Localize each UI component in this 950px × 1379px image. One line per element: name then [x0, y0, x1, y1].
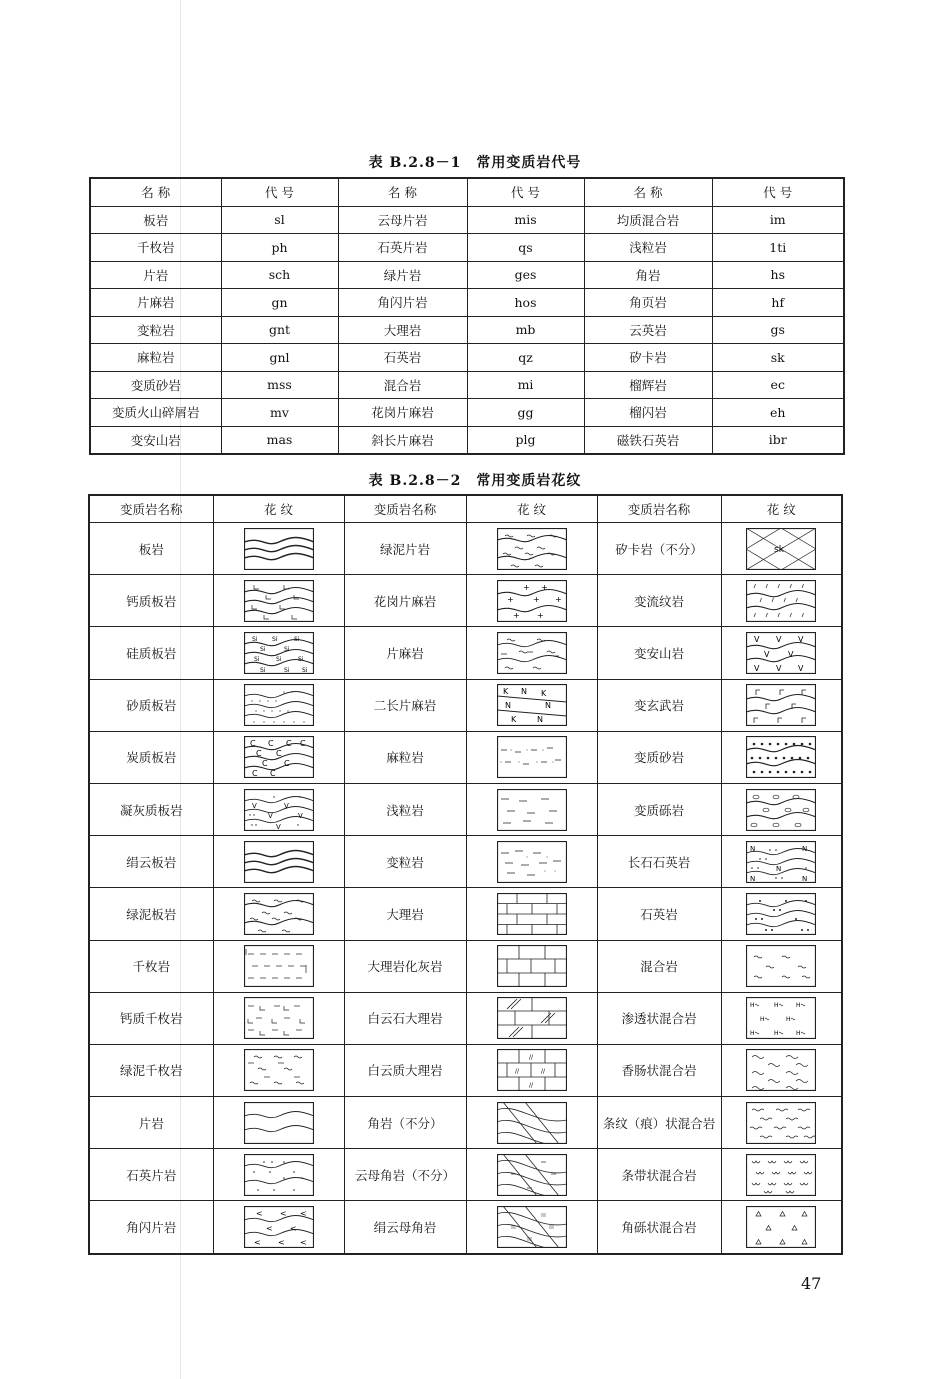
wavy-circles-pattern-icon: [746, 789, 816, 831]
svg-text:Si: Si: [271, 635, 277, 643]
rock-name-cell: 混合岩: [597, 940, 721, 992]
svg-text://: //: [540, 1068, 545, 1076]
table-row: [89, 783, 842, 835]
rock-code-cell: ph: [221, 234, 338, 262]
svg-text:C: C: [255, 749, 262, 759]
rock-name-cell: 变粒岩: [344, 836, 466, 888]
rock-pattern-cell: [213, 1044, 344, 1096]
wavy-Gamma-pattern-icon: [746, 684, 816, 726]
table-row: [89, 1201, 842, 1254]
table1-header-row: [90, 178, 844, 206]
svg-text:Si: Si: [259, 645, 265, 653]
table1-caption: 表 B.2.8－1 常用变质岩代号: [368, 155, 582, 171]
svg-text:<: <: [299, 1209, 307, 1219]
svg-text:Si: Si: [283, 666, 289, 674]
svg-text:<: <: [255, 1209, 263, 1219]
table1-header-cell: 代 号: [712, 178, 844, 206]
bricks-pattern-icon: [497, 893, 567, 935]
svg-text:H: H: [750, 1030, 755, 1038]
svg-text:V: V: [754, 634, 760, 644]
rock-name-cell: 矽卡岩: [584, 344, 712, 372]
svg-text:N: N: [750, 844, 756, 853]
stripes-tilde-pattern-icon: [746, 1102, 816, 1144]
rock-code-cell: gn: [221, 289, 338, 317]
rock-name-cell: 角砾状混合岩: [597, 1201, 721, 1254]
rock-name-cell: 绿泥板岩: [89, 888, 213, 940]
svg-text:K: K: [510, 715, 516, 725]
rock-name-cell: 大理岩: [338, 316, 467, 344]
table-row: [90, 426, 844, 454]
rock-code-cell: im: [712, 206, 844, 234]
rock-name-cell: 榴闪岩: [584, 399, 712, 427]
rock-name-cell: 石英片岩: [89, 1149, 213, 1201]
rock-pattern-cell: [466, 836, 597, 888]
wavy-plus-pattern-icon: [497, 580, 567, 622]
rock-pattern-cell: [466, 940, 597, 992]
svg-text:C: C: [283, 759, 290, 769]
svg-text:H: H: [796, 1002, 801, 1010]
rock-name-cell: 条带状混合岩: [597, 1149, 721, 1201]
rock-name-cell: 变粒岩: [90, 316, 221, 344]
svg-text:N: N: [750, 874, 756, 883]
rock-pattern-cell: [213, 1149, 344, 1201]
rock-pattern-cell: [466, 1044, 597, 1096]
rock-name-cell: 片岩: [90, 261, 221, 289]
rock-code-cell: qs: [467, 234, 584, 262]
rock-name-cell: 角页岩: [584, 289, 712, 317]
thin-wavy-pattern-icon: [244, 1102, 314, 1144]
rock-pattern-cell: [466, 575, 597, 627]
svg-text:C: C: [275, 749, 282, 759]
rock-name-cell: 变质火山碎屑岩: [90, 399, 221, 427]
rock-name-cell: 浅粒岩: [344, 783, 466, 835]
wavy-tilde-dash-pattern-icon: [497, 632, 567, 674]
table-row: [89, 940, 842, 992]
svg-text:Si: Si: [293, 635, 299, 643]
wavy-C-pattern-icon: [244, 736, 314, 778]
rock-name-cell: 钙质千枚岩: [89, 992, 213, 1044]
rock-name-cell: 钙质板岩: [89, 575, 213, 627]
wavy-L-pattern-icon: [244, 580, 314, 622]
rock-name-cell: 石英岩: [338, 344, 467, 372]
rock-name-cell: 云母角岩（不分）: [344, 1149, 466, 1201]
table2-caption: 表 B.2.8－2 常用变质岩花纹: [368, 473, 582, 489]
rock-code-cell: mas: [221, 426, 338, 454]
svg-text:+: +: [536, 610, 544, 620]
rock-code-cell: gnl: [221, 344, 338, 372]
rock-pattern-cell: [213, 679, 344, 731]
svg-text:<: <: [277, 1238, 285, 1248]
svg-text:C: C: [267, 739, 274, 749]
table-row: [90, 289, 844, 317]
table-row: [89, 1044, 842, 1096]
tilde-sparse-pattern-icon: [746, 945, 816, 987]
rock-name-cell: 绢云板岩: [89, 836, 213, 888]
rock-name-cell: 千枚岩: [89, 940, 213, 992]
rock-pattern-cell: [213, 575, 344, 627]
svg-text:<: <: [289, 1224, 297, 1234]
table1-header-cell: 名 称: [338, 178, 467, 206]
rock-name-cell: 硅质板岩: [89, 627, 213, 679]
svg-text:N: N: [536, 715, 543, 725]
wavy-lines-pattern-icon: [244, 528, 314, 570]
wavy-dash-mid-pattern-icon: [497, 841, 567, 883]
rock-pattern-cell: [721, 731, 842, 783]
rock-name-cell: 榴辉岩: [584, 371, 712, 399]
svg-text:sk: sk: [774, 544, 785, 555]
rock-name-cell: 二长片麻岩: [344, 679, 466, 731]
rock-name-cell: 白云石大理岩: [344, 992, 466, 1044]
rock-pattern-cell: [721, 1201, 842, 1254]
rock-name-cell: 白云质大理岩: [344, 1044, 466, 1096]
rock-name-cell: 斜长片麻岩: [338, 426, 467, 454]
rock-name-cell: 麻粒岩: [344, 731, 466, 783]
table-row: [89, 575, 842, 627]
wavy-dashdot-pattern-icon: [497, 736, 567, 778]
svg-text:<: <: [265, 1224, 273, 1234]
svg-text:V: V: [798, 663, 804, 673]
svg-text:<: <: [279, 1209, 287, 1219]
table2-header-cell: 变质岩名称: [344, 495, 466, 523]
table-row: [89, 836, 842, 888]
rock-name-cell: 石英片岩: [338, 234, 467, 262]
rock-pattern-cell: [721, 1149, 842, 1201]
wavy-KN-pattern-icon: [497, 684, 567, 726]
svg-text:Si: Si: [283, 645, 289, 653]
rock-name-cell: 花岗片麻岩: [344, 575, 466, 627]
rock-name-cell: 大理岩化灰岩: [344, 940, 466, 992]
rock-name-cell: 混合岩: [338, 371, 467, 399]
triangles-pattern-icon: [746, 1206, 816, 1248]
rock-pattern-cell: [721, 940, 842, 992]
rock-code-cell: ec: [712, 371, 844, 399]
metamorphic-code-table: [89, 177, 845, 455]
rock-pattern-cell: [721, 836, 842, 888]
table-row: [90, 206, 844, 234]
rock-code-cell: ges: [467, 261, 584, 289]
rock-pattern-cell: [466, 1149, 597, 1201]
rock-pattern-cell: [721, 679, 842, 731]
table1-header-cell: 代 号: [221, 178, 338, 206]
wavy-bold-dots-pattern-icon: [746, 736, 816, 778]
table1-header-cell: 名 称: [584, 178, 712, 206]
rock-pattern-cell: [721, 523, 842, 575]
rock-pattern-cell: [213, 731, 344, 783]
cross-sk-pattern-icon: [746, 528, 816, 570]
wavy-triple-dots-pattern-icon: [746, 893, 816, 935]
rock-code-cell: hs: [712, 261, 844, 289]
rock-name-cell: 石英岩: [597, 888, 721, 940]
svg-text:H: H: [774, 1030, 779, 1038]
rock-pattern-cell: [466, 1201, 597, 1254]
rock-pattern-cell: [721, 888, 842, 940]
svg-text:<: <: [299, 1238, 307, 1248]
rock-name-cell: 变质砂岩: [90, 371, 221, 399]
rock-name-cell: 变玄武岩: [597, 679, 721, 731]
table-row: [90, 344, 844, 372]
rock-code-cell: 1ti: [712, 234, 844, 262]
page-number: 47: [801, 1274, 822, 1293]
table-row: [89, 1149, 842, 1201]
rock-code-cell: eh: [712, 399, 844, 427]
rock-code-cell: mis: [467, 206, 584, 234]
rock-pattern-cell: [721, 627, 842, 679]
rock-pattern-cell: [466, 627, 597, 679]
rock-code-cell: mi: [467, 371, 584, 399]
table-row: [90, 399, 844, 427]
table-row: [89, 731, 842, 783]
svg-text:+: +: [506, 594, 514, 604]
bricks-flat-pattern-icon: [497, 945, 567, 987]
svg-text://: //: [528, 1082, 533, 1090]
rock-name-cell: 角闪片岩: [89, 1201, 213, 1254]
dash-L-pattern-icon: [244, 997, 314, 1039]
svg-text:N: N: [520, 687, 527, 697]
table2-header-cell: 变质岩名称: [89, 495, 213, 523]
wavy-lines-pattern-icon: [244, 841, 314, 883]
svg-text:C: C: [285, 739, 292, 749]
svg-text:H: H: [796, 1030, 801, 1038]
rock-pattern-cell: [213, 783, 344, 835]
rock-name-cell: 绢云母角岩: [344, 1201, 466, 1254]
table2-header-cell: 花 纹: [466, 495, 597, 523]
rock-name-cell: 条纹（痕）状混合岩: [597, 1097, 721, 1149]
rock-name-cell: 长石石英岩: [597, 836, 721, 888]
rock-name-cell: 角闪片岩: [338, 289, 467, 317]
rock-name-cell: 浅粒岩: [584, 234, 712, 262]
rock-name-cell: 砂质板岩: [89, 679, 213, 731]
table-row: [90, 234, 844, 262]
metamorphic-pattern-table: [88, 494, 843, 1255]
rock-name-cell: 香肠状混合岩: [597, 1044, 721, 1096]
thin-wavy-lt-pattern-icon: [244, 1206, 314, 1248]
svg-text:C: C: [299, 739, 306, 749]
rock-name-cell: 矽卡岩（不分）: [597, 523, 721, 575]
rock-name-cell: 变安山岩: [597, 627, 721, 679]
svg-text:N: N: [802, 844, 808, 853]
thin-wavy-dots-pattern-icon: [244, 1154, 314, 1196]
svg-text:V: V: [764, 649, 770, 659]
rock-name-cell: 渗透状混合岩: [597, 992, 721, 1044]
rock-name-cell: 绿泥片岩: [344, 523, 466, 575]
wavy-tilde-pattern-icon: [244, 893, 314, 935]
table1-header-cell: 代 号: [467, 178, 584, 206]
svg-text:Si: Si: [301, 666, 307, 674]
rock-pattern-cell: [721, 1097, 842, 1149]
rock-name-cell: 变流纹岩: [597, 575, 721, 627]
svg-text:N: N: [776, 864, 782, 873]
rock-name-cell: 云英岩: [584, 316, 712, 344]
svg-text:K: K: [540, 689, 546, 699]
rock-pattern-cell: [213, 836, 344, 888]
svg-text:+: +: [554, 594, 562, 604]
wavy-Vdots-pattern-icon: [244, 789, 314, 831]
rock-name-cell: 麻粒岩: [90, 344, 221, 372]
wavy-N-dots-pattern-icon: [746, 841, 816, 883]
svg-text:V: V: [283, 801, 289, 810]
svg-text:H: H: [774, 1002, 779, 1010]
wavy-V-pattern-icon: [746, 632, 816, 674]
svg-text:C: C: [261, 759, 268, 769]
table-row: [90, 261, 844, 289]
svg-text:Si: Si: [259, 666, 265, 674]
svg-text:H: H: [750, 1002, 755, 1010]
rock-name-cell: 片麻岩: [90, 289, 221, 317]
rock-pattern-cell: [213, 523, 344, 575]
svg-text://: //: [514, 1068, 519, 1076]
H-marks-pattern-icon: [746, 997, 816, 1039]
rock-pattern-cell: [213, 1201, 344, 1254]
rock-name-cell: 绿片岩: [338, 261, 467, 289]
rock-name-cell: 花岗片麻岩: [338, 399, 467, 427]
rock-code-cell: gs: [712, 316, 844, 344]
table1-header-cell: 名 称: [90, 178, 221, 206]
svg-text://: //: [528, 1054, 533, 1062]
rock-pattern-cell: [213, 940, 344, 992]
svg-text:V: V: [754, 663, 760, 673]
rock-name-cell: 炭质板岩: [89, 731, 213, 783]
rock-code-cell: sk: [712, 344, 844, 372]
table2-header-row: [89, 495, 842, 523]
table2-header-cell: 花 纹: [213, 495, 344, 523]
rock-name-cell: 凝灰质板岩: [89, 783, 213, 835]
svg-text:H: H: [760, 1016, 765, 1024]
rock-name-cell: 变安山岩: [90, 426, 221, 454]
svg-text:C: C: [249, 739, 256, 749]
rock-code-cell: sl: [221, 206, 338, 234]
rock-pattern-cell: [213, 992, 344, 1044]
rock-name-cell: 变质砾岩: [597, 783, 721, 835]
bricks-double-slash-pattern-icon: [497, 1049, 567, 1091]
rock-name-cell: 角岩（不分）: [344, 1097, 466, 1149]
svg-text:+: +: [532, 594, 540, 604]
wavy-dots-pattern-icon: [244, 684, 314, 726]
rock-pattern-cell: [721, 783, 842, 835]
rock-name-cell: 板岩: [89, 523, 213, 575]
table-row: [90, 371, 844, 399]
svg-text:Si: Si: [275, 655, 281, 663]
rock-pattern-cell: [466, 523, 597, 575]
wavy-Si-pattern-icon: [244, 632, 314, 674]
rock-pattern-cell: [721, 992, 842, 1044]
rock-pattern-cell: [466, 731, 597, 783]
svg-text:V: V: [251, 801, 257, 810]
rock-pattern-cell: [213, 1097, 344, 1149]
rock-name-cell: 角岩: [584, 261, 712, 289]
rock-code-cell: ibr: [712, 426, 844, 454]
wavy-ticks-pattern-icon: [746, 580, 816, 622]
rock-code-cell: plg: [467, 426, 584, 454]
rock-name-cell: 片岩: [89, 1097, 213, 1149]
dash-wavy-pattern-icon: [244, 945, 314, 987]
svg-text:Si: Si: [253, 655, 259, 663]
rock-name-cell: 板岩: [90, 206, 221, 234]
table-row: [89, 1097, 842, 1149]
svg-text:Si: Si: [251, 635, 257, 643]
svg-text:K: K: [502, 687, 508, 697]
rock-pattern-cell: [466, 888, 597, 940]
table-row: [90, 316, 844, 344]
wavy-dash-sparse-pattern-icon: [497, 789, 567, 831]
sausage-pattern-icon: [746, 1049, 816, 1091]
diag-dash-pattern-icon: [497, 1154, 567, 1196]
svg-text:V: V: [776, 634, 782, 644]
rock-name-cell: 均质混合岩: [584, 206, 712, 234]
table-row: [89, 992, 842, 1044]
dash-tilde-pattern-icon: [244, 1049, 314, 1091]
table-row: [89, 523, 842, 575]
svg-text:N: N: [504, 701, 511, 711]
rock-pattern-cell: [721, 1044, 842, 1096]
rock-pattern-cell: [213, 888, 344, 940]
svg-text:C: C: [251, 769, 258, 779]
svg-text:V: V: [267, 811, 273, 820]
table2-header-cell: 变质岩名称: [597, 495, 721, 523]
svg-text:+: +: [540, 582, 548, 592]
rock-code-cell: sch: [221, 261, 338, 289]
svg-text:N: N: [544, 701, 551, 711]
svg-text:V: V: [776, 663, 782, 673]
wavy-tilde-pattern-icon: [497, 528, 567, 570]
rock-name-cell: 片麻岩: [344, 627, 466, 679]
svg-text:V: V: [275, 822, 281, 831]
rock-code-cell: mv: [221, 399, 338, 427]
svg-text:N: N: [802, 874, 808, 883]
rock-code-cell: mss: [221, 371, 338, 399]
svg-text:+: +: [512, 610, 520, 620]
table-row: [89, 627, 842, 679]
svg-text:<: <: [253, 1238, 261, 1248]
rock-pattern-cell: [466, 1097, 597, 1149]
rock-code-cell: qz: [467, 344, 584, 372]
table2-header-cell: 花 纹: [721, 495, 842, 523]
rock-name-cell: 云母片岩: [338, 206, 467, 234]
svg-text:+: +: [522, 582, 530, 592]
table-row: [89, 888, 842, 940]
table-row: [89, 679, 842, 731]
svg-text:V: V: [798, 634, 804, 644]
rock-name-cell: 大理岩: [344, 888, 466, 940]
rock-code-cell: hos: [467, 289, 584, 317]
rock-pattern-cell: [213, 627, 344, 679]
rock-code-cell: gnt: [221, 316, 338, 344]
bands-u-pattern-icon: [746, 1154, 816, 1196]
rock-code-cell: mb: [467, 316, 584, 344]
rock-pattern-cell: [466, 992, 597, 1044]
svg-text:V: V: [297, 811, 303, 820]
rock-name-cell: 千枚岩: [90, 234, 221, 262]
rock-name-cell: 绿泥千枚岩: [89, 1044, 213, 1096]
diag-wavy-pattern-icon: [497, 1102, 567, 1144]
svg-text:Si: Si: [297, 655, 303, 663]
rock-pattern-cell: [466, 679, 597, 731]
rock-pattern-cell: [466, 783, 597, 835]
rock-name-cell: 变质砂岩: [597, 731, 721, 783]
diag-equals-pattern-icon: [497, 1206, 567, 1248]
bricks-slash-pattern-icon: [497, 997, 567, 1039]
svg-text:V: V: [788, 649, 794, 659]
rock-pattern-cell: [721, 575, 842, 627]
rock-code-cell: gg: [467, 399, 584, 427]
svg-text:C: C: [269, 769, 276, 779]
rock-name-cell: 磁铁石英岩: [584, 426, 712, 454]
rock-code-cell: hf: [712, 289, 844, 317]
svg-text:H: H: [786, 1016, 791, 1024]
